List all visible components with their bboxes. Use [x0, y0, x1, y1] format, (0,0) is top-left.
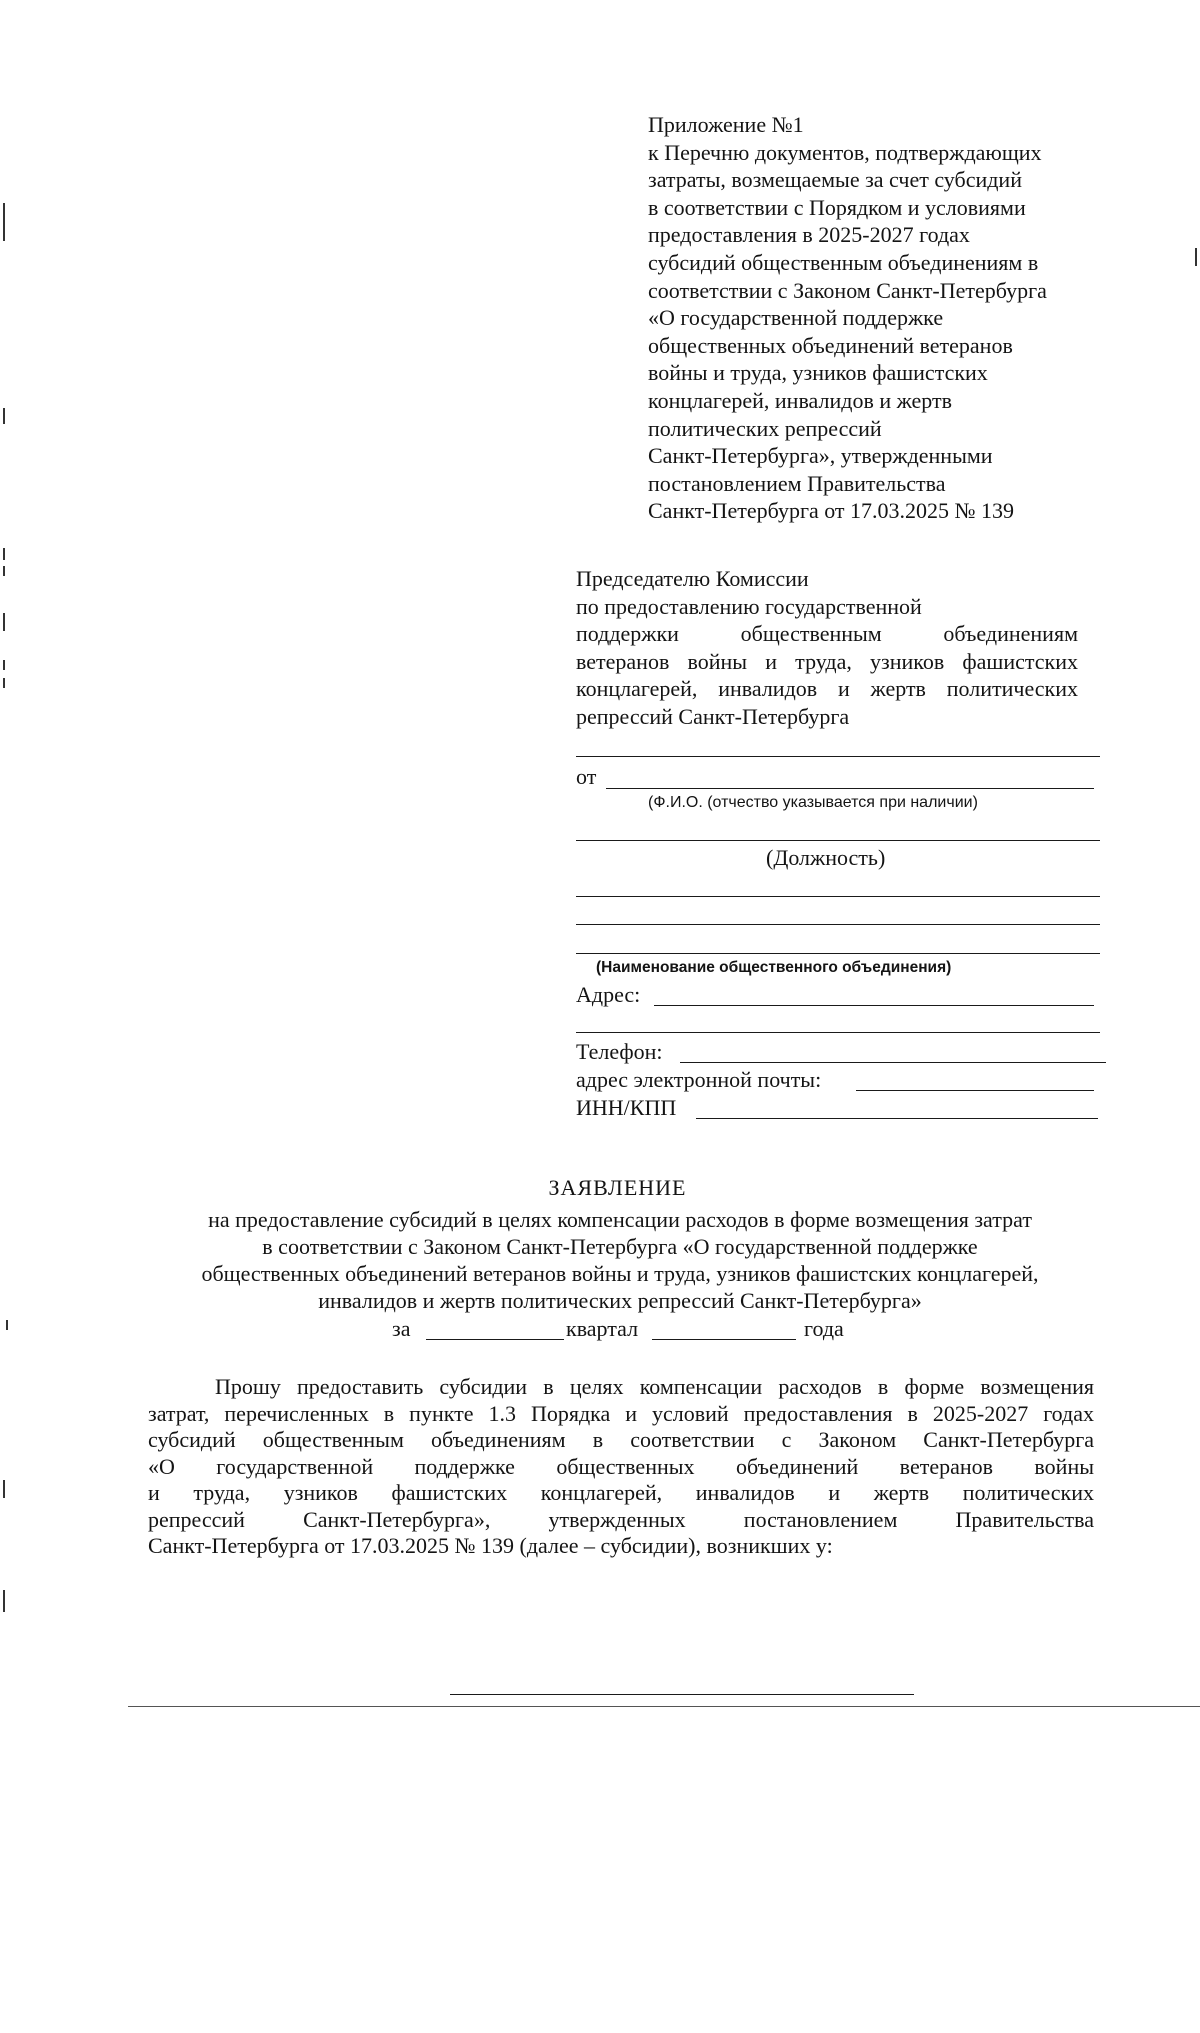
- appendix-line: затраты, возмещаемые за счет субсидий: [648, 167, 1022, 193]
- addressee-line: концлагерей, инвалидов и жертв политических: [576, 676, 1078, 702]
- fio-caption: (Ф.И.О. (отчество указывается при наличии): [648, 794, 978, 811]
- appendix-line: субсидий общественным объединениям в: [648, 249, 1039, 275]
- appendix-line: Санкт-Петербурга», утвержденными: [648, 443, 993, 469]
- address-field-line[interactable]: [654, 1005, 1094, 1006]
- scan-artifact: [3, 678, 5, 688]
- from-label: от: [576, 764, 597, 789]
- scan-artifact: [3, 660, 5, 670]
- paragraph-line: Прошу предоставить субсидии в целях компенсации расходов в форме возмещения: [215, 1374, 1094, 1399]
- year-field-line[interactable]: [652, 1339, 796, 1340]
- position-field-line[interactable]: [576, 840, 1100, 841]
- paragraph-line: затрат, перечисленных в пункте 1.3 Порядка и условий предоставления в 2025-2027 годах: [148, 1400, 1094, 1426]
- email-field-line[interactable]: [856, 1090, 1094, 1091]
- scan-artifact: [3, 1480, 5, 1498]
- appendix-block: [648, 111, 1108, 525]
- appendix-line: к Перечню документов, подтверждающих: [648, 139, 1042, 165]
- scan-artifact: [3, 203, 5, 241]
- period-quarter-label: квартал: [566, 1316, 639, 1341]
- paragraph-line: субсидий общественным объединениям в соответствии с Законом Санкт-Петербурга: [148, 1427, 1094, 1452]
- addressee-block: [576, 565, 1078, 731]
- addressee-line: ветеранов войны и труда, узников фашистских: [576, 648, 1078, 674]
- inn-field-line[interactable]: [696, 1118, 1098, 1119]
- period-year-label: года: [804, 1316, 844, 1341]
- phone-field-line[interactable]: [680, 1062, 1106, 1063]
- blank-line: [576, 756, 1100, 757]
- addressee-line: по предоставлению государственной: [576, 593, 922, 619]
- address-field-line[interactable]: [576, 1032, 1100, 1033]
- appendix-line: «О государственной поддержке: [648, 305, 944, 331]
- org-field-line[interactable]: [576, 924, 1100, 925]
- fio-field-line[interactable]: [606, 788, 1094, 789]
- page-bottom-rule: [128, 1706, 1200, 1707]
- appendix-line: предоставления в 2025-2027 годах: [648, 222, 970, 248]
- position-caption: (Должность): [766, 845, 886, 870]
- scan-artifact: [6, 1320, 8, 1330]
- quarter-field-line[interactable]: [426, 1339, 564, 1340]
- appendix-line: соответствии с Законом Санкт-Петербурга: [648, 277, 1047, 303]
- appendix-line: войны и труда, узников фашистских: [648, 360, 988, 386]
- email-label: адрес электронной почты:: [576, 1067, 822, 1092]
- statement-subtitle-line: в соответствии с Законом Санкт-Петербурга «О государственной поддержке: [262, 1234, 978, 1259]
- paragraph-line: и труда, узников фашистских концлагерей, инвалидов и жертв политических: [148, 1480, 1094, 1505]
- scan-artifact: [3, 613, 5, 631]
- appendix-line: политических репрессий: [648, 415, 882, 441]
- appendix-line: Приложение №1: [648, 112, 804, 137]
- appendix-line: постановлением Правительства: [648, 470, 946, 496]
- scan-artifact: [3, 1590, 5, 1612]
- addressee-line: репрессий Санкт-Петербурга: [576, 703, 850, 729]
- paragraph-line: репрессий Санкт-Петербурга», утвержденных постановлением Правительства: [148, 1506, 1094, 1532]
- scan-artifact: [3, 408, 5, 424]
- org-field-line[interactable]: [576, 896, 1100, 897]
- inn-label: ИНН/КПП: [576, 1095, 677, 1120]
- applicant-name-field-line[interactable]: [450, 1694, 914, 1695]
- scan-artifact: [1195, 248, 1197, 266]
- appendix-line: в соответствии с Порядком и условиями: [648, 194, 1026, 220]
- period-for-label: за: [392, 1316, 411, 1341]
- org-field-line[interactable]: [576, 953, 1100, 954]
- addressee-line: Председателю Комиссии: [576, 566, 809, 591]
- org-caption: (Наименование общественного объединения): [596, 959, 952, 976]
- address-label: Адрес:: [576, 982, 641, 1007]
- statement-title: ЗАЯВЛЕНИЕ: [548, 1175, 687, 1200]
- appendix-line: общественных объединений ветеранов: [648, 332, 1013, 358]
- paragraph-line: «О государственной поддержке общественных объединений ветеранов войны: [148, 1453, 1094, 1479]
- request-paragraph: [148, 1374, 1094, 1560]
- scan-artifact: [3, 566, 5, 576]
- scan-artifact: [3, 548, 5, 560]
- addressee-line: поддержки общественным объединениям: [576, 621, 1078, 647]
- statement-subtitle-line: инвалидов и жертв политических репрессий Санкт-Петербурга»: [318, 1288, 922, 1313]
- statement-subtitle-line: общественных объединений ветеранов войны и труда, узников фашистских концлагерей,: [201, 1261, 1039, 1286]
- statement-subtitle-line: на предоставление субсидий в целях компенсации расходов в форме возмещения затрат: [208, 1207, 1032, 1232]
- appendix-line: Санкт-Петербурга от 17.03.2025 № 139: [648, 498, 1015, 524]
- paragraph-line: Санкт-Петербурга от 17.03.2025 № 139 (далее – субсидии), возникших у:: [148, 1533, 833, 1558]
- phone-label: Телефон:: [576, 1039, 663, 1064]
- appendix-line: концлагерей, инвалидов и жертв: [648, 387, 952, 413]
